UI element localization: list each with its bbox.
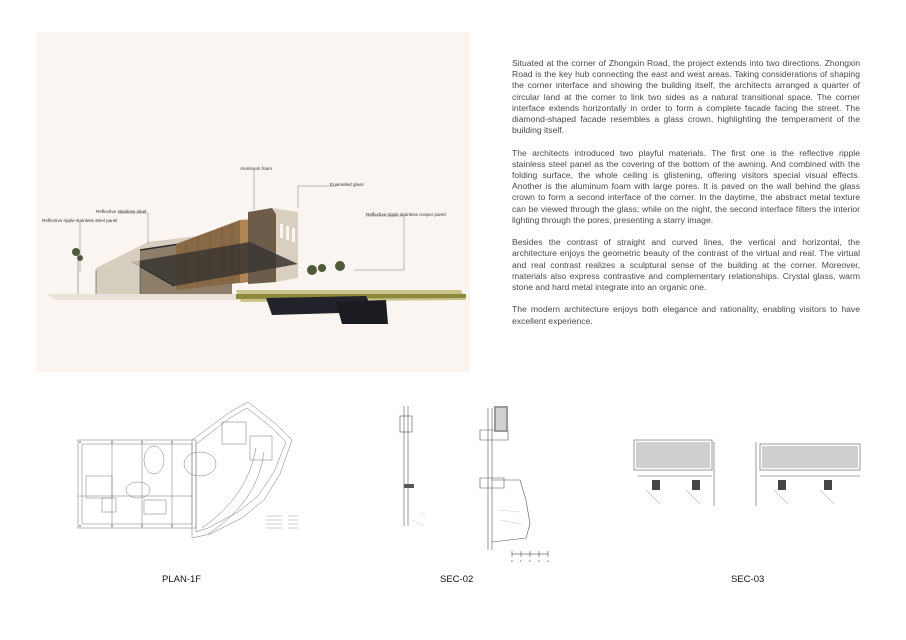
- sec02-label: SEC-02: [440, 574, 474, 585]
- section-03-svg: [616, 432, 872, 516]
- plan-drawing: [42, 378, 300, 556]
- paragraph-3: Besides the contrast of straight and curved lines, the vertical and horizontal, the architecture enjoys the geometric beauty of the contrast of the virtual and real. The virtual and real contrast realizes a sculptural sense of the building at the corner. Moreover, materials also express contrastive and complementary relationships. Crystal glass, warm stone and hard metal integrate into an organic one.: [512, 237, 860, 293]
- building-illustration: [36, 32, 470, 372]
- section-02-drawing: [380, 400, 558, 570]
- callout-copper-panel: Reflective ripple stainless cooper panel: [366, 212, 446, 217]
- description-text: [512, 58, 860, 338]
- callout-stainless-steel: Reflective stainless steel: [96, 209, 147, 214]
- paragraph-1: Situated at the corner of Zhongxin Road, the project extends into two directions. Zhongxin Road is the key hub connecting the east and west areas. Taking considerations of shaping the corner interface and showing the building itself, the architects arranged a quarter of circular land at the corner to link two sides as a natural transitional space. The corner interface extends horizontally in order to form a complete facade facing the street. The diamond-shaped facade resembles a glass crown, highlighting the temperament of the building itself.: [512, 58, 860, 136]
- callout-aluminum-foam: Aluminum foam: [240, 166, 272, 171]
- paragraph-4: The modern architecture enjoys both elegance and rationality, enabling visitors to have excellent experience.: [512, 304, 860, 326]
- scale-tick-3: 3: [538, 559, 540, 563]
- section-02-svg: [380, 400, 558, 570]
- callout-enamelled-glass: Enamelled glass: [330, 182, 364, 187]
- floor-plan-svg: [42, 378, 300, 556]
- callout-ripple-steel-panel: Reflective ripple stainless steel panel: [42, 218, 118, 223]
- hero-rendering: [36, 32, 470, 372]
- section-03-drawing: [616, 432, 872, 516]
- paragraph-2: The architects introduced two playful materials. The first one is the reflective ripple stainless steel panel as the covering of the bottom of the awning. And combined with the folding surface, the whole ceiling is glistening, offering visitors special visual effects. Another is the aluminum foam with large pores. It is paved on the wall behind the glass crown to form a second interface of the corner. In the daytime, the abstract metal texture can be viewed through the glass; while on the night, the second interface filters the interior lighting through the pores, presenting a starry image.: [512, 147, 860, 225]
- sec03-label: SEC-03: [731, 574, 765, 585]
- plan-label: PLAN-1F: [162, 574, 202, 585]
- scale-tick-0: 0: [511, 559, 513, 563]
- scale-tick-2: 2: [529, 559, 531, 563]
- scale-tick-1: 1: [520, 559, 522, 563]
- scale-tick-4: 4: [547, 559, 549, 563]
